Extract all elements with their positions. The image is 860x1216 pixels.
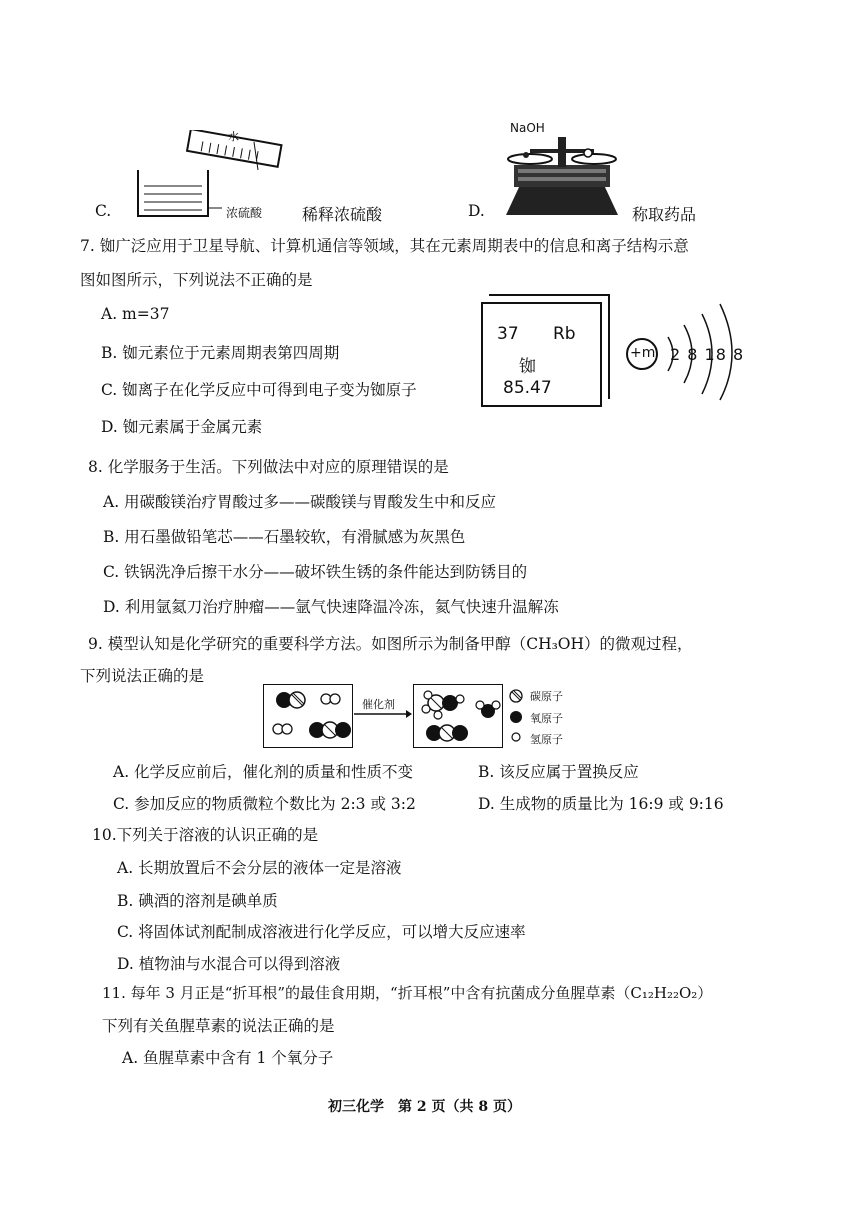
- water-label: 水: [228, 130, 239, 143]
- element-tile: [481, 302, 602, 407]
- option-d-letter: D.: [468, 202, 485, 220]
- reactants-box: [263, 684, 353, 748]
- acid-label: 浓硫酸: [226, 206, 263, 220]
- legend-symbols: [508, 688, 524, 744]
- q9-option-c: C. 参加反应的物质微粒个数比为 2:3 或 3:2: [113, 795, 416, 813]
- atomic-number: 37: [497, 324, 519, 344]
- q9-option-a: A. 化学反应前后，催化剂的质量和性质不变: [113, 763, 414, 781]
- q7-stem-line2: 图如图所示，下列说法不正确的是: [80, 271, 313, 289]
- q7-stem-line1: 7. 铷广泛应用于卫星导航、计算机通信等领域，其在元素周期表中的信息和离子结构示意: [80, 237, 689, 255]
- q9-stem-line1: 9. 模型认知是化学研究的重要科学方法。如图所示为制备甲醇（CH₃OH）的微观过程，: [88, 635, 693, 653]
- q7-option-d: D. 铷元素属于金属元素: [101, 418, 263, 436]
- legend-oxygen: 氧原子: [530, 712, 563, 725]
- q7-option-a: A. m=37: [101, 305, 170, 323]
- q8-stem: 8. 化学服务于生活。下列做法中对应的原理错误的是: [88, 458, 449, 476]
- product-molecules: [414, 685, 502, 747]
- balance-figure: [500, 135, 625, 220]
- element-name: 铷: [519, 357, 536, 377]
- q10-option-a: A. 长期放置后不会分层的液体一定是溶液: [117, 859, 402, 877]
- q10-option-d: D. 植物油与水混合可以得到溶液: [117, 955, 341, 973]
- q11-stem-line1: 11. 每年 3 月正是“折耳根”的最佳食用期，“折耳根”中含有抗菌成分鱼腥草素（C₁₂H₂₂O₂）: [102, 984, 713, 1002]
- reactant-molecules: [264, 685, 352, 747]
- page-footer: 初三化学 第 2 页（共 8 页）: [328, 1099, 521, 1115]
- q11-stem-line2: 下列有关鱼腥草素的说法正确的是: [102, 1017, 335, 1035]
- atomic-mass: 85.47: [503, 378, 552, 398]
- q8-option-a: A. 用碳酸镁治疗胃酸过多——碳酸镁与胃酸发生中和反应: [103, 493, 497, 511]
- q9-option-d: D. 生成物的质量比为 16:9 或 9:16: [478, 795, 724, 813]
- products-box: [413, 684, 503, 748]
- dilution-figure: [130, 130, 290, 220]
- q11-option-a: A. 鱼腥草素中含有 1 个氧分子: [122, 1049, 334, 1067]
- nucleus-charge: +m: [630, 345, 656, 361]
- option-d-caption: 称取药品: [632, 205, 697, 224]
- naoh-label: NaOH: [510, 121, 545, 135]
- option-c-letter: C.: [95, 202, 112, 220]
- q7-option-c: C. 铷离子在化学反应中可得到电子变为铷原子: [101, 381, 417, 399]
- q8-option-b: B. 用石墨做铅笔芯——石墨较软，有滑腻感为灰黑色: [103, 528, 466, 546]
- legend-hydrogen: 氢原子: [530, 733, 563, 746]
- q9-option-b: B. 该反应属于置换反应: [478, 763, 639, 781]
- q8-option-d: D. 利用氩氦刀治疗肿瘤——氩气快速降温冷冻，氦气快速升温解冻: [103, 598, 559, 616]
- catalyst-label: 催化剂: [362, 698, 395, 711]
- q10-option-c: C. 将固体试剂配制成溶液进行化学反应，可以增大反应速率: [117, 923, 526, 941]
- q9-stem-line2: 下列说法正确的是: [80, 667, 205, 685]
- legend-carbon: 碳原子: [530, 690, 563, 703]
- q8-option-c: C. 铁锅洗净后擦干水分——破坏铁生锈的条件能达到防锈目的: [103, 563, 528, 581]
- option-c-caption: 稀释浓硫酸: [302, 205, 383, 224]
- element-symbol: Rb: [553, 324, 576, 344]
- q10-option-b: B. 碘酒的溶剂是碘单质: [117, 892, 278, 910]
- q10-stem: 10.下列关于溶液的认识正确的是: [92, 826, 319, 844]
- q7-option-b: B. 铷元素位于元素周期表第四周期: [101, 344, 340, 362]
- shell-electrons: 2 8 18 8: [670, 345, 745, 364]
